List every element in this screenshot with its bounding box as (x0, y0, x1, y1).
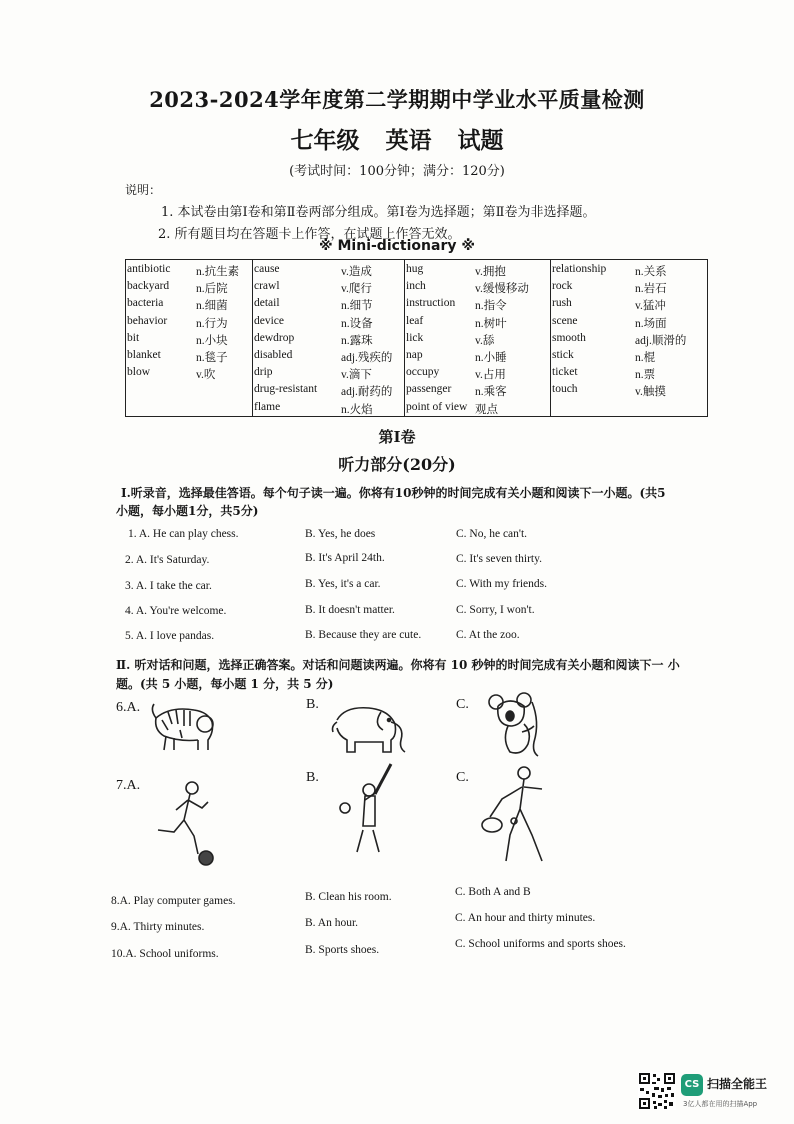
dictionary-word: rock (552, 280, 573, 293)
tiger-picture (150, 700, 218, 752)
dictionary-word: flame (254, 400, 281, 413)
q1-option-c: C. No, he can't. (456, 528, 528, 540)
q10-option-b: B. Sports shoes. (305, 944, 380, 956)
dictionary-definition: n.抗生素 (196, 266, 240, 278)
dictionary-word: ticket (552, 366, 578, 379)
dictionary-definition: n.场面 (635, 317, 667, 330)
dictionary-word: detail (254, 297, 280, 310)
dictionary-word: backyard (127, 280, 170, 293)
dictionary-word: blow (127, 366, 150, 379)
part1-instruction-line1: Ⅰ.听录音，选择最佳答语。每个句子读一遍。你将有10秒钟的时间完成有关小题和阅读下一小题。(共5 (121, 486, 666, 500)
note-item-2: 2. 所有题目均在答题卡上作答，在试题上作答无效。 (158, 227, 461, 242)
dictionary-word: passenger (406, 383, 452, 396)
dictionary-definition: n.行为 (196, 317, 228, 330)
q6-label-c: C. (456, 697, 469, 712)
exam-title: 2023-2024学年度第二学期期中学业水平质量检测 (149, 87, 645, 112)
baseball-player-picture (335, 760, 405, 860)
q3-option-b: B. Yes, it's a car. (305, 578, 381, 590)
dictionary-word: crawl (254, 280, 280, 293)
q10-option-a: 10.A. School uniforms. (111, 948, 219, 960)
dictionary-word: nap (406, 349, 423, 361)
dictionary-word: cause (254, 263, 280, 275)
q8-option-a: 8.A. Play computer games. (111, 895, 236, 907)
dictionary-word: drug-resistant (254, 383, 318, 396)
q2-option-c: C. It's seven thirty. (456, 553, 542, 565)
soccer-player-picture (150, 780, 220, 868)
dictionary-definition: v.触摸 (635, 386, 666, 399)
dictionary-definition: n.乘客 (475, 386, 507, 399)
dictionary-heading: ※ Mini-dictionary ※ (319, 238, 475, 254)
dictionary-definition: n.小块 (196, 334, 228, 347)
subject-label: 英语 (385, 127, 432, 154)
elephant-picture (325, 700, 407, 756)
dictionary-word: disabled (254, 349, 293, 361)
dictionary-definition: n.关系 (635, 266, 667, 278)
camscanner-logo: CS (681, 1074, 703, 1096)
q5-option-a: 5. A. I love pandas. (125, 630, 215, 642)
dictionary-word: bit (127, 331, 140, 344)
grade-label: 七年级 (290, 127, 360, 154)
part2-instruction-line1: Ⅱ. 听对话和问题，选择正确答案。对话和问题读两遍。你将有 10 秒钟的时间完成有关小题和阅读下一 小 (116, 658, 680, 672)
q3-option-a: 3. A. I take the car. (125, 580, 212, 592)
q1-option-a: 1. A. He can play chess. (128, 528, 239, 540)
dictionary-definition: v.猛冲 (635, 300, 666, 313)
dictionary-definition: v.造成 (341, 266, 372, 278)
dictionary-word: drip (254, 366, 273, 379)
dictionary-word: point of view (406, 400, 468, 413)
dictionary-word: device (254, 314, 285, 327)
q4-option-c: C. Sorry, I won't. (456, 604, 535, 616)
q4-option-a: 4. A. You're welcome. (125, 605, 227, 617)
listening-title: 听力部分(20分) (338, 455, 456, 474)
dictionary-definition: n.火焰 (341, 403, 373, 416)
dictionary-word: hug (406, 263, 424, 275)
dictionary-definition: n.树叶 (475, 317, 507, 330)
q2-option-a: 2. A. It's Saturday. (125, 554, 210, 566)
dictionary-definition: n.票 (635, 369, 656, 382)
dictionary-definition: v.爬行 (341, 283, 372, 296)
subject-line (0, 122, 794, 155)
dictionary-column-2 (252, 260, 405, 416)
qr-code-icon (638, 1072, 676, 1110)
dictionary-definition: v.缓慢移动 (475, 283, 529, 296)
dictionary-word: bacteria (127, 297, 164, 310)
note-item-1: 1. 本试卷由第Ⅰ卷和第Ⅱ卷两部分组成。第Ⅰ卷为选择题；第Ⅱ卷为非选择题。 (161, 205, 596, 220)
paper-label: 试题 (457, 127, 504, 154)
dictionary-column-3 (404, 260, 551, 416)
dictionary-word: scene (552, 314, 578, 327)
dictionary-word: smooth (552, 331, 586, 344)
q3-option-c: C. With my friends. (456, 578, 548, 590)
q6-label-b: B. (306, 697, 319, 712)
q6-label-a: 6.A. (116, 700, 141, 715)
dictionary-column-1 (126, 260, 252, 416)
dictionary-definition: adj.残疾的 (341, 352, 393, 364)
exam-info: (考试时间：100分钟；满分：120分) (289, 164, 505, 179)
dictionary-definition: adj.顺滑的 (635, 334, 687, 347)
dictionary-word: rush (552, 297, 572, 310)
dictionary-definition: n.设备 (341, 317, 373, 330)
mini-dictionary (125, 259, 708, 417)
tennis-player-picture (480, 765, 560, 867)
dictionary-word: instruction (406, 297, 456, 310)
dictionary-definition: n.细菌 (196, 300, 228, 313)
part1-instruction-line2: 小题，每小题1分，共5分) (116, 504, 259, 518)
dictionary-word: relationship (552, 263, 607, 275)
q7-label-c: C. (456, 770, 469, 785)
notes-label: 说明： (125, 183, 162, 197)
dictionary-definition: v.吹 (196, 369, 216, 382)
dictionary-definition: adj.耐药的 (341, 386, 393, 399)
camscanner-tagline: 3亿人都在用的扫描App (683, 1100, 758, 1108)
q9-option-a: 9.A. Thirty minutes. (111, 921, 205, 933)
dictionary-definition: v.滴下 (341, 369, 372, 382)
dictionary-word: inch (406, 280, 426, 293)
dictionary-definition: n.棍 (635, 352, 656, 364)
dictionary-word: blanket (127, 349, 161, 361)
q1-option-b: B. Yes, he does (305, 528, 376, 540)
dictionary-word: occupy (406, 366, 440, 379)
dictionary-word: antibiotic (127, 263, 171, 275)
koala-picture (488, 692, 550, 758)
dictionary-definition: n.岩石 (635, 283, 667, 296)
dictionary-word: dewdrop (254, 331, 295, 344)
dictionary-word: touch (552, 383, 578, 396)
dictionary-definition: v.占用 (475, 369, 506, 382)
dictionary-definition: n.指令 (475, 300, 507, 313)
part2-instruction-line2: 题。(共 5 小题，每小题 1 分，共 5 分) (116, 677, 334, 691)
q8-option-c: C. Both A and B (455, 886, 531, 898)
dictionary-definition: n.后院 (196, 283, 228, 296)
q9-option-c: C. An hour and thirty minutes. (455, 912, 596, 924)
q7-label-b: B. (306, 770, 319, 785)
dictionary-word: lick (406, 331, 424, 344)
dictionary-word: behavior (127, 314, 168, 327)
q2-option-b: B. It's April 24th. (305, 552, 385, 564)
q7-label-a: 7.A. (116, 778, 141, 793)
q5-option-c: C. At the zoo. (456, 629, 520, 641)
dictionary-definition: v.舔 (475, 334, 495, 347)
dictionary-definition: n.小睡 (475, 352, 507, 364)
dictionary-word: leaf (406, 314, 424, 327)
q10-option-c: C. School uniforms and sports shoes. (455, 938, 626, 950)
q4-option-b: B. It doesn't matter. (305, 604, 395, 616)
dictionary-definition: n.露珠 (341, 334, 373, 347)
dictionary-word: stick (552, 349, 574, 361)
dictionary-column-4 (550, 260, 707, 416)
q5-option-b: B. Because they are cute. (305, 629, 422, 641)
dictionary-definition: n.细节 (341, 300, 373, 313)
camscanner-name: 扫描全能王 (707, 1077, 768, 1091)
dictionary-definition: n.毯子 (196, 352, 228, 364)
q8-option-b: B. Clean his room. (305, 891, 392, 903)
dictionary-definition: v.拥抱 (475, 266, 506, 278)
q9-option-b: B. An hour. (305, 917, 359, 929)
dictionary-definition: 观点 (475, 403, 498, 416)
volume-heading: 第Ⅰ卷 (378, 428, 416, 446)
